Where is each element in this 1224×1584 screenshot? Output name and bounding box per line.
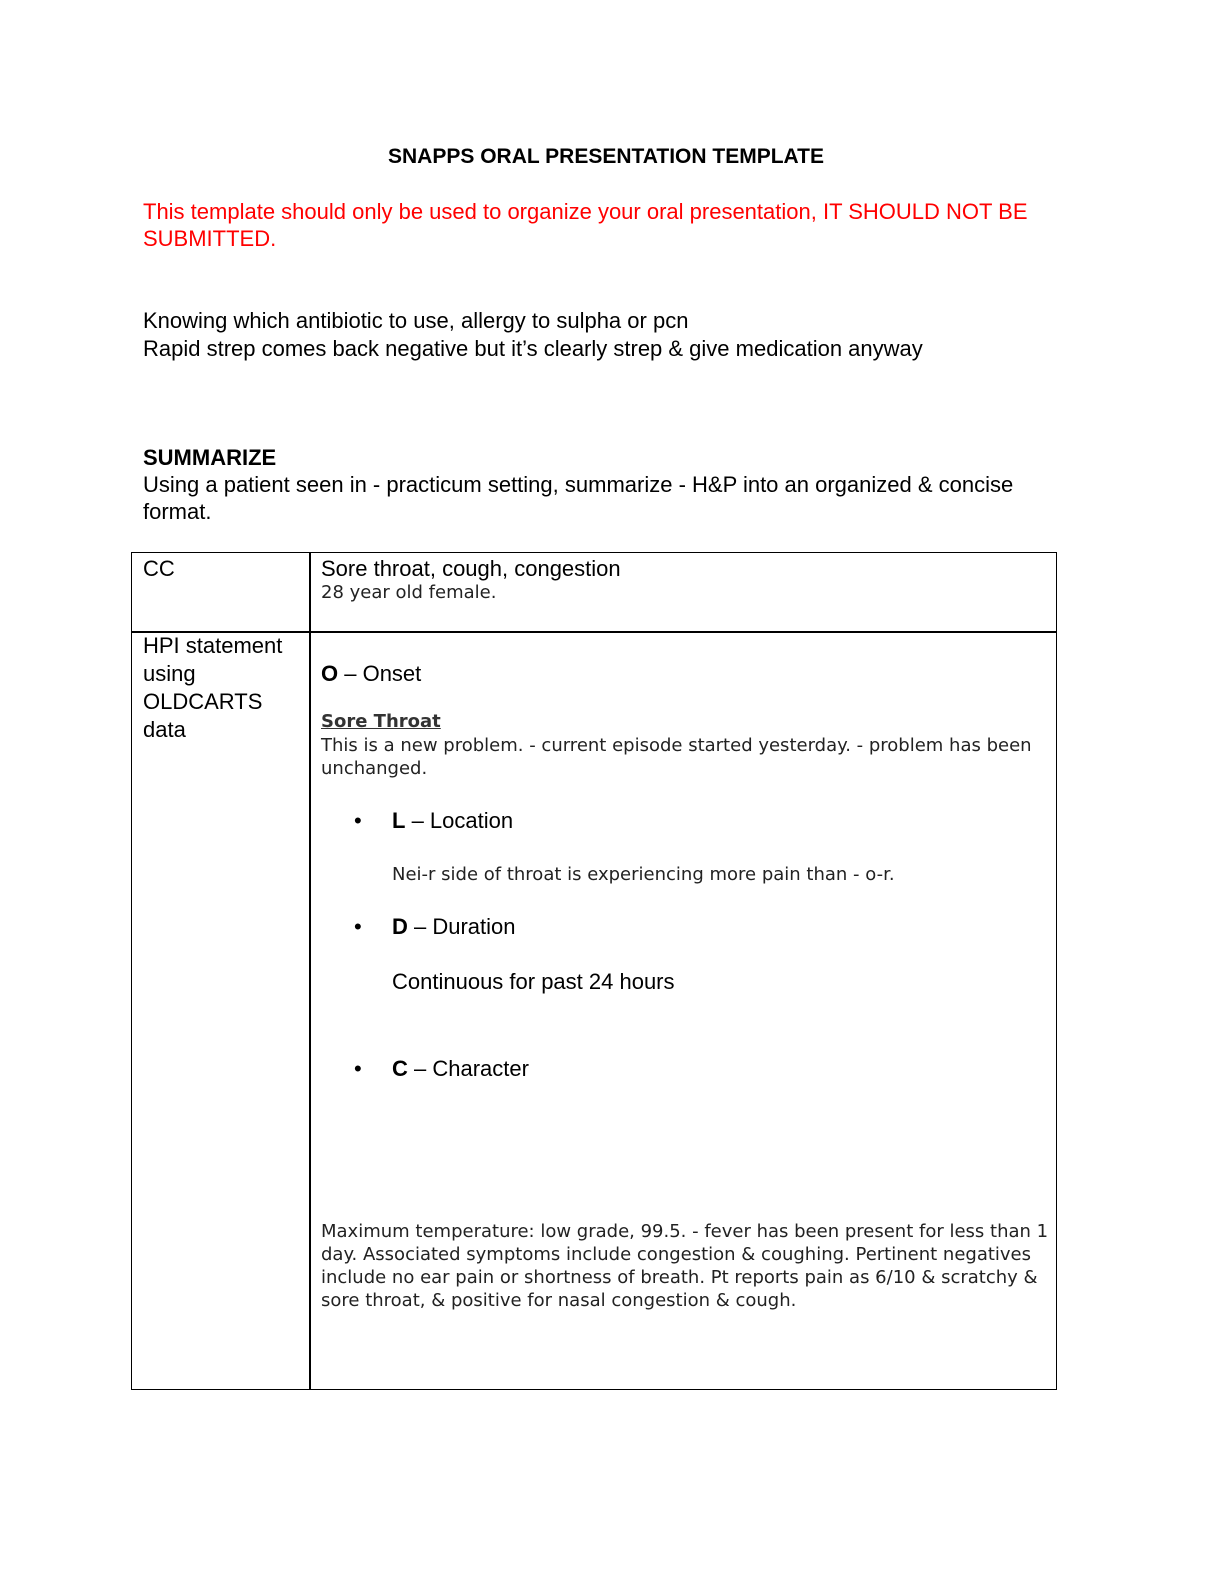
page-title: SNAPPS ORAL PRESENTATION TEMPLATE [388, 145, 824, 168]
onset-rest: – Onset [338, 661, 422, 686]
summary-text: Maximum temperature: low grade, 99.5. - fever has been present for less than 1 day. Associated symptoms include congestion & coughing. Pertinent negatives include no ear pain or shortness of breath. Pt reports pain as 6/10 & scratchy & sore throat, & positive for nasal congestion & cough. [321, 1221, 1049, 1311]
note-line-2: Rapid strep comes back negative but it’s clearly strep & give medication anyway [143, 336, 923, 361]
bullet-location: • [354, 808, 362, 833]
bullet-duration: • [354, 914, 362, 939]
summarize-body: Using a patient seen in - practicum setting, summarize - H&P into an organized & concise format. [143, 472, 1014, 524]
sore-throat-heading: Sore Throat [321, 711, 441, 732]
character-rest: – Character [407, 1056, 529, 1081]
location-letter: L [392, 808, 406, 833]
presentation-table [131, 552, 1057, 1390]
onset-heading [321, 660, 421, 688]
duration-letter: D [392, 914, 408, 939]
cc-label: CC [143, 556, 175, 581]
duration-text: Continuous for past 24 hours [392, 969, 675, 994]
location-heading [392, 807, 513, 835]
character-letter: C [392, 1056, 408, 1081]
location-rest: – Location [405, 808, 514, 833]
note-line-1: Knowing which antibiotic to use, allergy to sulpha or pcn [143, 308, 689, 333]
cc-value: Sore throat, cough, congestion [321, 556, 621, 581]
warning-text: This template should only be used to organize your oral presentation, IT SHOULD NOT BE SUBMITTED. [143, 199, 1028, 251]
character-heading [392, 1055, 529, 1083]
location-text: Nei-r side of throat is experiencing more pain than - o-r. [392, 864, 895, 885]
notes-block [143, 307, 1083, 363]
cc-subtext: 28 year old female. [321, 582, 497, 603]
hpi-label: HPI statement using OLDCARTS data [143, 633, 283, 742]
summarize-heading: SUMMARIZE [143, 445, 277, 470]
onset-text: This is a new problem. - current episode started yesterday. - problem has been unchanged. [321, 735, 1032, 779]
column-divider [309, 553, 311, 1389]
onset-letter: O [321, 661, 339, 686]
duration-rest: – Duration [407, 914, 516, 939]
bullet-character: • [354, 1056, 362, 1081]
duration-heading [392, 913, 516, 941]
